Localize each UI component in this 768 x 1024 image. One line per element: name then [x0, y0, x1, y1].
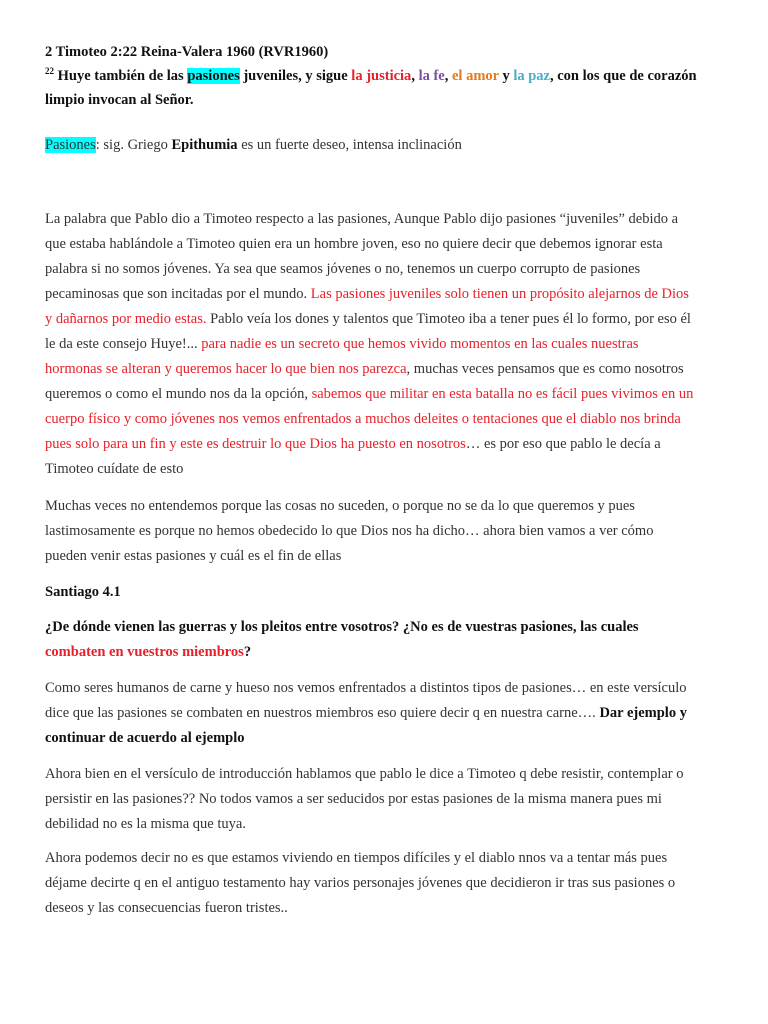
paragraph-3-line-1: Como seres humanos de carne y hueso nos vemos enfrentados a distintos tipos de pasiones… en este versículo	[45, 680, 687, 696]
paragraph-1-line-1: La palabra que Pablo dio a Timoteo respecto a las pasiones, Aunque Pablo dijo pasiones “juveniles” debido a	[45, 211, 679, 227]
emphasis-text: hormonas se alteran y queremos hacer lo que bien nos parezca	[45, 361, 407, 377]
definition-text: es un fuerte deseo, intensa inclinación	[237, 137, 462, 153]
virtue-fe: la fe	[418, 68, 445, 84]
virtue-amor: el amor	[451, 68, 499, 84]
paragraph-1-line-4	[45, 286, 727, 303]
paragraph-2-line-2: lastimosamente es porque no hemos obedecido lo que Dios nos ha dicho… ahora bien vamos a ver cómo	[45, 523, 654, 539]
body-text: pecaminosas que son incitadas por el mundo.	[45, 286, 311, 302]
body-text: … es por eso que pablo le decía a	[465, 436, 661, 452]
santiago-heading: Santiago 4.1	[45, 584, 121, 600]
verse-text: , con los que de corazón	[549, 68, 697, 84]
paragraph-4-line-1: Ahora bien en el versículo de introducción hablamos que pablo le dice a Timoteo q debe resistir, contemplar o	[45, 766, 684, 782]
paragraph-4-line-2: persistir en las pasiones?? No todos vamos a ser seducidos por estas pasiones de la misma manera pues mi	[45, 791, 662, 807]
verse-text: juveniles, y sigue	[239, 68, 352, 84]
verse-text: ,	[411, 68, 419, 84]
paragraph-4-line-3: debilidad no es la misma que tuya.	[45, 816, 246, 832]
verse-number: 22	[45, 66, 54, 77]
verse-text: ,	[444, 68, 452, 84]
paragraph-1-line-6	[45, 336, 727, 353]
bold-note: Dar ejemplo y	[599, 705, 687, 721]
paragraph-2-line-3: pueden venir estas pasiones y cuál es el fin de ellas	[45, 548, 342, 564]
body-text: ?	[243, 644, 252, 660]
santiago-question-line-2	[45, 644, 727, 661]
definition-line	[45, 137, 727, 154]
paragraph-5-line-2: déjame decirte q en el antiguo testamento hay varios personajes jóvenes que decidieron ir tras sus pasiones o	[45, 875, 676, 891]
paragraph-3-line-3: continuar de acuerdo al ejemplo	[45, 730, 245, 746]
paragraph-5-line-3: deseos y las consecuencias fueron tristes..	[45, 900, 288, 916]
verse-text: Huye también de las	[57, 68, 188, 84]
paragraph-1-line-3: palabra si no somos jóvenes. Ya sea que seamos jóvenes o no, tenemos un cuerpo corrupto de pasiones	[45, 261, 641, 277]
paragraph-1-line-2: que estaba hablándole a Timoteo quien era un hombre joven, eso no quiere decir que debemos ignorar esta	[45, 236, 663, 252]
paragraph-3-line-2	[45, 705, 727, 722]
paragraph-1-line-7	[45, 361, 727, 378]
emphasis-text: combaten en vuestros miembros	[45, 644, 244, 660]
body-text: le da este consejo Huye!...	[45, 336, 202, 352]
emphasis-text: para nadie es un secreto que hemos vivido momentos en las cuales nuestras	[201, 336, 639, 352]
paragraph-1-line-11: Timoteo cuídate de esto	[45, 461, 184, 477]
verse-reference: 2 Timoteo 2:22 Reina-Valera 1960 (RVR1960)	[45, 44, 329, 60]
emphasis-text: Las pasiones juveniles solo tienen un propósito alejarnos de Dios	[310, 286, 689, 302]
verse-line-1	[45, 68, 727, 85]
virtue-justicia: la justicia	[351, 68, 412, 84]
paragraph-5-line-1: Ahora podemos decir no es que estamos viviendo en tiempos difíciles y el diablo nnos va a tentar más pues	[45, 850, 668, 866]
body-text: Pablo veía los dones y talentos que Timoteo iba a tener pues él lo formo, por eso él	[206, 311, 691, 327]
emphasis-text: pues solo para un fin y este es destruir lo que Dios ha puesto en nosotros	[45, 436, 466, 452]
emphasis-text: sabemos que militar en esta batalla no es fácil pues vivimos en un	[311, 386, 694, 402]
virtue-paz: la paz	[513, 68, 550, 84]
body-text: , muchas veces pensamos que es como nosotros	[406, 361, 684, 377]
definition-text: : sig. Griego	[95, 137, 172, 153]
paragraph-2-line-1: Muchas veces no entendemos porque las cosas no suceden, o porque no se da lo que queremos y pues	[45, 498, 635, 514]
greek-term: Epithumia	[171, 137, 238, 153]
paragraph-1-line-5	[45, 311, 727, 328]
highlight-pasiones: pasiones	[187, 68, 240, 84]
santiago-question-line-1: ¿De dónde vienen las guerras y los pleitos entre vosotros? ¿No es de vuestras pasiones, las cuales	[45, 619, 639, 635]
paragraph-1-line-9: cuerpo físico y como jóvenes nos vemos enfrentados a muchos deleites o tentaciones que el diablo nos brinda	[45, 411, 681, 427]
paragraph-1-line-10	[45, 436, 727, 453]
definition-word: Pasiones	[45, 137, 96, 153]
emphasis-text: y dañarnos por medio estas.	[45, 311, 207, 327]
body-text: dice que las pasiones se combaten en nuestros miembros eso quiere decir q en nuestra carne….	[45, 705, 600, 721]
verse-line-2: limpio invocan al Señor.	[45, 92, 194, 108]
body-text: queremos o como el mundo nos da la opción,	[45, 386, 312, 402]
verse-text: y	[498, 68, 514, 84]
paragraph-1-line-8	[45, 386, 727, 403]
